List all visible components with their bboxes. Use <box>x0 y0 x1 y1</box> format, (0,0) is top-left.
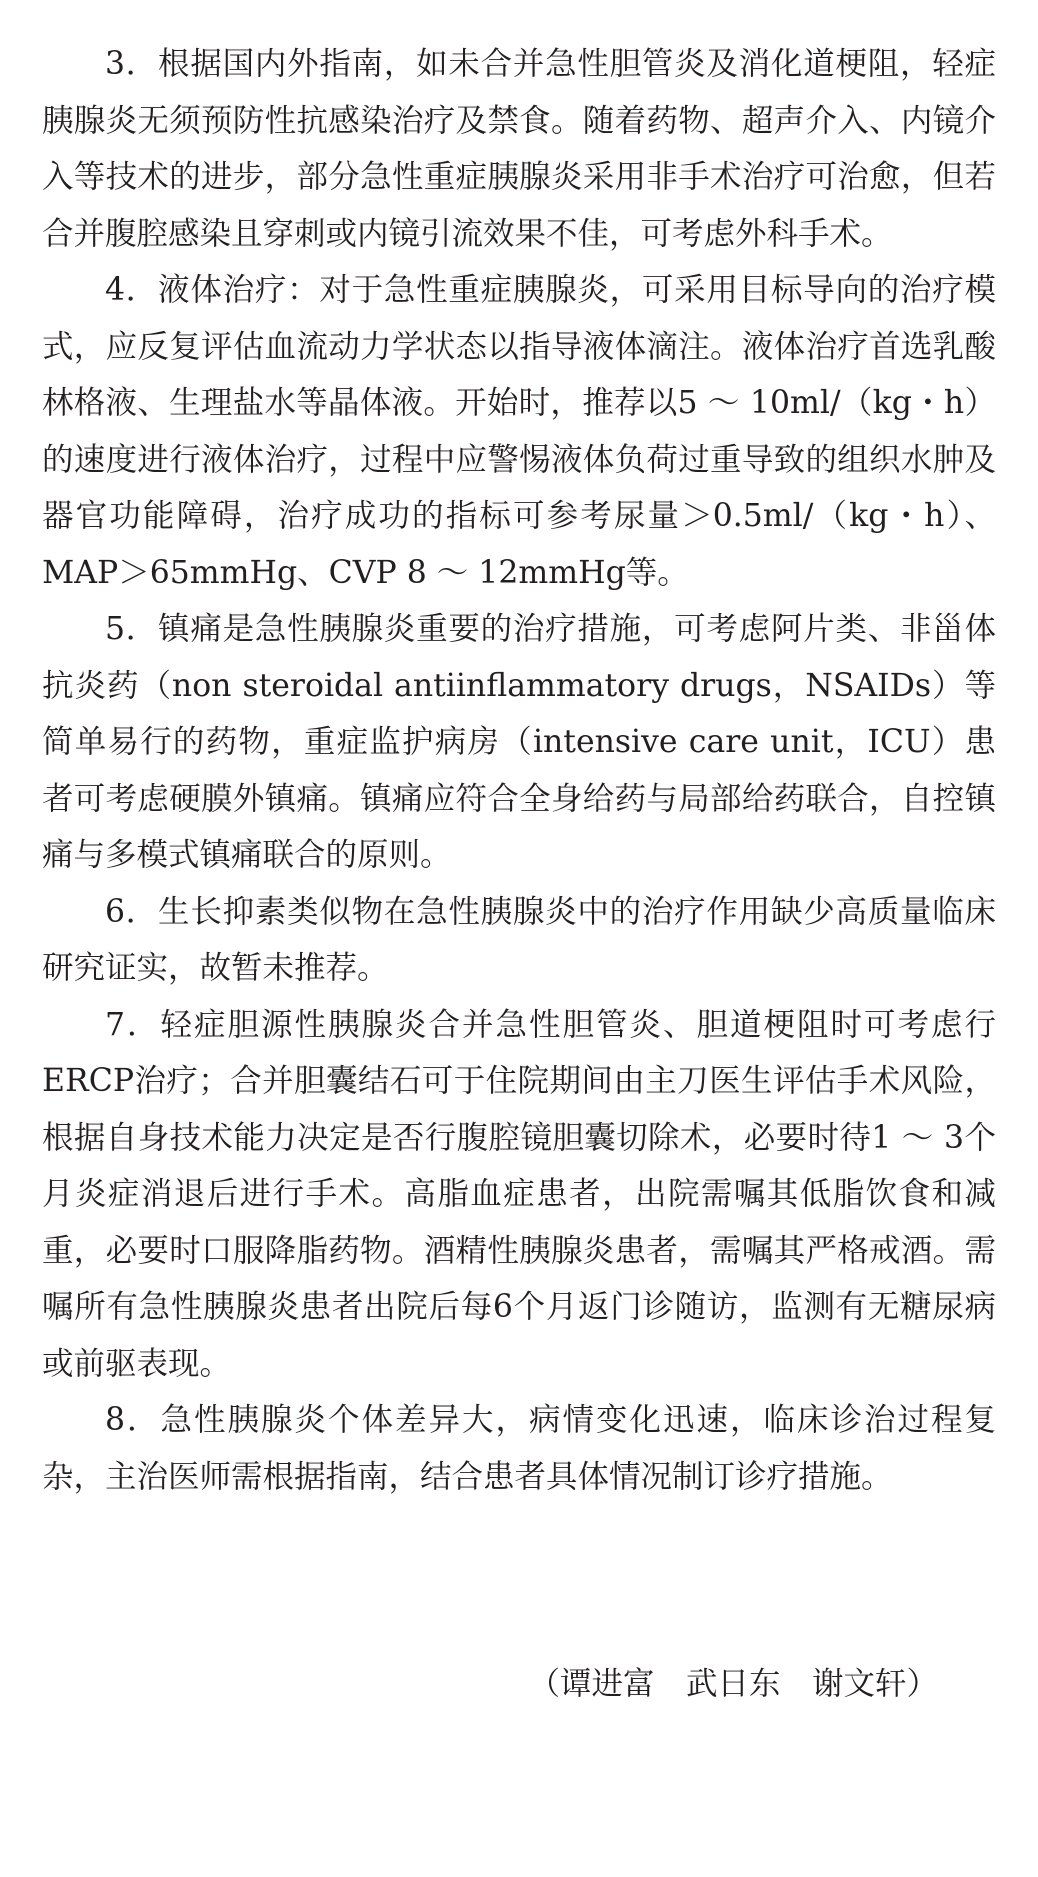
paragraph-8: 8．急性胰腺炎个体差异大，病情变化迅速，临床诊治过程复杂，主治医师需根据指南，结合患者具体情况制订诊疗措施。 <box>42 1402 996 1495</box>
paragraph-6: 6．生长抑素类似物在急性胰腺炎中的治疗作用缺少高质量临床研究证实，故暂未推荐。 <box>42 893 996 986</box>
paragraph-3: 3．根据国内外指南，如未合并急性胆管炎及消化道梗阻，轻症胰腺炎无须预防性抗感染治疗及禁食。随着药物、超声介入、内镜介入等技术的进步，部分急性重症胰腺炎采用非手术治疗可治愈，但若合并腹腔感染且穿刺或内镜引流效果不佳，可考虑外科手术。 <box>42 46 996 252</box>
body-text <box>42 36 996 1505</box>
author-byline: （谭进富 武日东 谢文轩） <box>528 1666 938 1702</box>
paragraph-5: 5．镇痛是急性胰腺炎重要的治疗措施，可考虑阿片类、非甾体抗炎药（non steroidal antiinflammatory drugs，NSAIDs）等简单易行的药物，重症监护病房（intensive care unit，ICU）患者可考虑硬膜外镇痛。镇痛应符合全身给药与局部给药联合，自控镇痛与多模式镇痛联合的原则。 <box>42 611 996 873</box>
paragraph-7: 7．轻症胆源性胰腺炎合并急性胆管炎、胆道梗阻时可考虑行ERCP治疗；合并胆囊结石可于住院期间由主刀医生评估手术风险，根据自身技术能力决定是否行腹腔镜胆囊切除术，必要时待1 ～ 3个月炎症消退后进行手术。高脂血症患者，出院需嘱其低脂饮食和减重，必要时口服降脂药物。酒精性胰腺炎患者，需嘱其严格戒酒。需嘱所有急性胰腺炎患者出院后每6个月返门诊随访，监测有无糖尿病或前驱表现。 <box>42 1006 996 1382</box>
paragraph-4: 4．液体治疗：对于急性重症胰腺炎，可采用目标导向的治疗模式，应反复评估血流动力学状态以指导液体滴注。液体治疗首选乳酸林格液、生理盐水等晶体液。开始时，推荐以5 ～ 10ml/（kg・h）的速度进行液体治疗，过程中应警惕液体负荷过重导致的组织水肿及器官功能障碍，治疗成功的指标可参考尿量＞0.5ml/（kg・h）、MAP＞65mmHg、CVP 8 ～ 12mmHg等。 <box>42 272 996 591</box>
